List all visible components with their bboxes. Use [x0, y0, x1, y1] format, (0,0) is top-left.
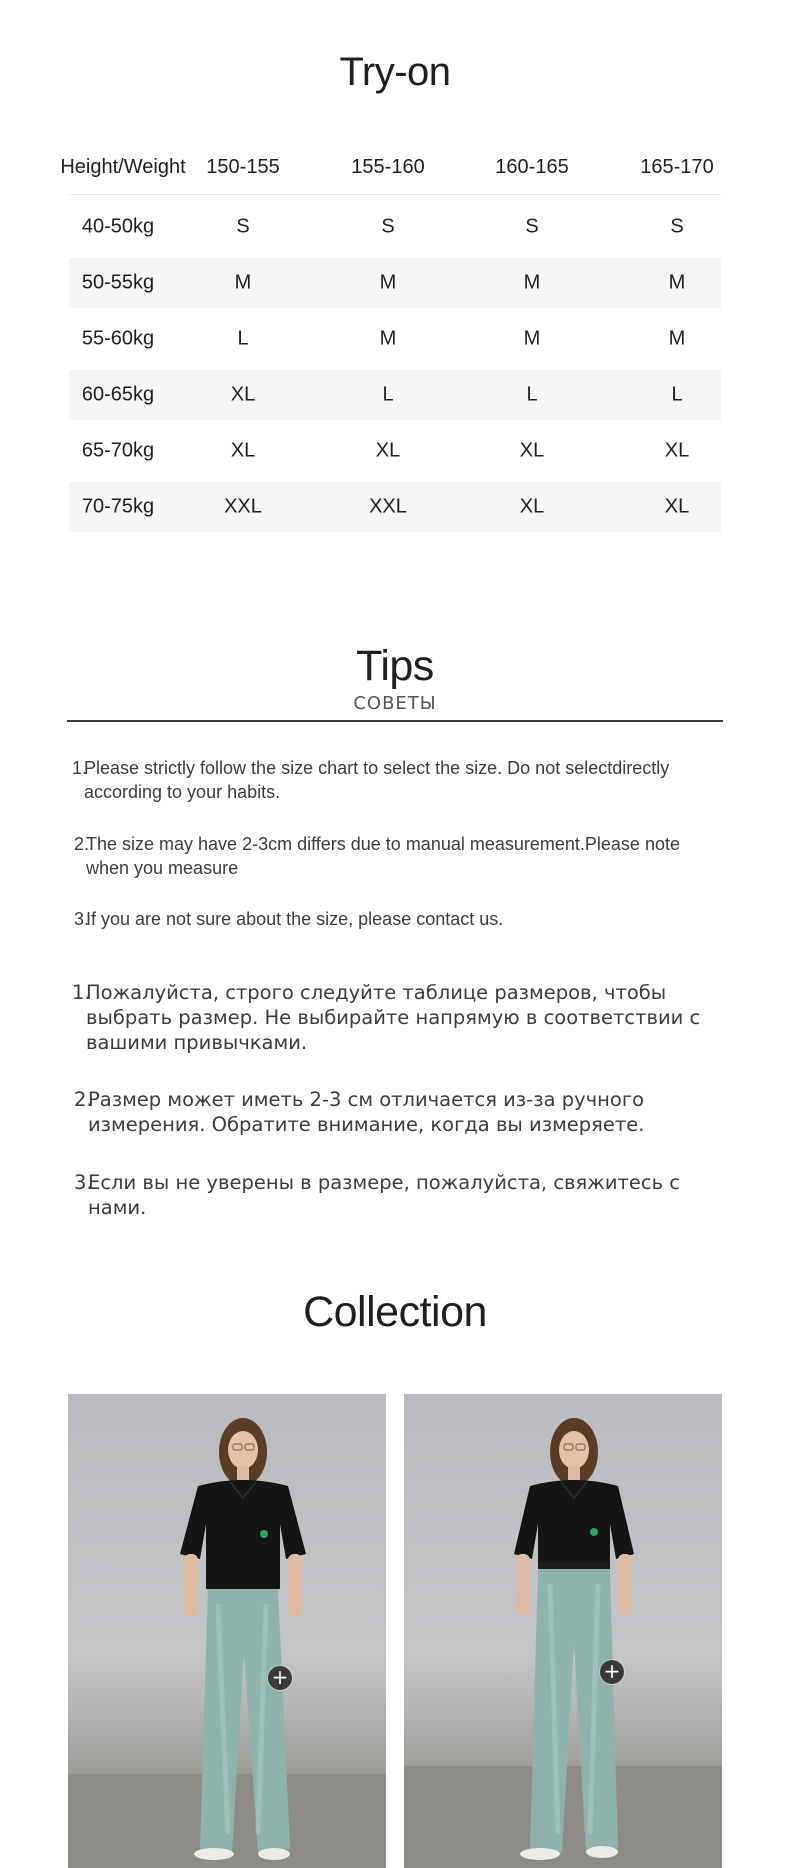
weight-cell: 65-70kg — [81, 439, 155, 462]
size-cell: XL — [230, 439, 256, 462]
tip-text: Если вы не уверены в размере, пожалуйста, свяжитесь с нами. — [88, 1171, 680, 1219]
tip-en-1 — [72, 756, 722, 804]
table-row — [69, 202, 721, 252]
header-height-160-165: 160-165 — [495, 156, 569, 178]
size-cell: S — [670, 215, 684, 238]
table-row — [69, 258, 721, 308]
header-height-165-170: 165-170 — [640, 156, 714, 178]
weight-cell: 40-50kg — [81, 215, 155, 238]
tip-ru-2 — [74, 1087, 674, 1137]
size-cell: XL — [664, 439, 690, 462]
tip-text: The size may have 2-3cm differs due to manual measurement.Please note when you measure — [86, 834, 680, 878]
size-cell: XL — [519, 439, 545, 462]
tips-subtitle: СОВЕТЫ — [353, 693, 437, 714]
tip-number: 2. — [74, 834, 90, 854]
size-cell: M — [234, 271, 252, 294]
tips-title: Tips — [356, 642, 434, 690]
size-cell: XL — [375, 439, 401, 462]
size-cell: M — [379, 271, 397, 294]
size-cell: S — [381, 215, 395, 238]
tip-number: 3. — [74, 1171, 93, 1194]
weight-cell: 70-75kg — [81, 495, 155, 518]
size-cell: L — [526, 383, 538, 406]
size-cell: XXL — [224, 495, 262, 518]
collection-title: Collection — [303, 1288, 487, 1336]
tip-en-3 — [74, 907, 724, 931]
table-row — [69, 426, 721, 476]
tip-en-2 — [74, 832, 719, 880]
size-cell: M — [379, 327, 397, 350]
size-cell: M — [668, 327, 686, 350]
tips-divider — [67, 720, 723, 722]
tip-text: Пожалуйста, строго следуйте таблице размеров, чтобы выбрать размер. Не выбирайте напрямую в соответствии с вашими привычками. — [86, 981, 701, 1054]
weight-cell: 50-55kg — [81, 271, 155, 294]
size-cell: M — [523, 271, 541, 294]
tip-number: 1. — [72, 981, 91, 1004]
weight-cell: 55-60kg — [81, 327, 155, 350]
tryon-title: Try-on — [339, 50, 451, 94]
header-height-155-160: 155-160 — [351, 156, 425, 178]
tip-ru-3 — [74, 1170, 734, 1220]
header-height-150-155: 150-155 — [206, 156, 280, 178]
size-cell: M — [523, 327, 541, 350]
size-cell: XL — [664, 495, 690, 518]
size-cell: L — [671, 383, 683, 406]
tip-text: Размер может иметь 2-3 см отличается из-за ручного измерения. Обратите внимание, когда вы измеряете. — [88, 1088, 645, 1136]
table-row — [69, 314, 721, 364]
size-cell: L — [382, 383, 394, 406]
table-header-divider — [69, 194, 721, 195]
tip-number: 3. — [74, 909, 90, 929]
tip-text: If you are not sure about the size, please contact us. — [86, 909, 504, 929]
add-plus-icon[interactable]: + — [268, 1666, 292, 1690]
weight-cell: 60-65kg — [81, 383, 155, 406]
collection-card[interactable] — [404, 1394, 722, 1868]
size-cell: S — [236, 215, 250, 238]
product-photo — [68, 1394, 386, 1868]
size-cell: XL — [519, 495, 545, 518]
size-cell: S — [525, 215, 539, 238]
tip-number: 1. — [72, 758, 88, 778]
table-row — [69, 370, 721, 420]
size-cell: XXL — [369, 495, 407, 518]
tip-text: Please strictly follow the size chart to select the size. Do not selectdirectly according to your habits. — [84, 758, 670, 802]
tip-ru-1 — [72, 980, 712, 1055]
product-photo — [404, 1394, 722, 1868]
tip-number: 2. — [74, 1088, 93, 1111]
size-cell: XL — [230, 383, 256, 406]
table-row — [69, 482, 721, 532]
size-cell: M — [668, 271, 686, 294]
add-plus-icon[interactable]: + — [600, 1660, 624, 1684]
collection-card[interactable] — [68, 1394, 386, 1868]
header-height-weight: Height/Weight — [60, 156, 186, 178]
size-cell: L — [237, 327, 249, 350]
